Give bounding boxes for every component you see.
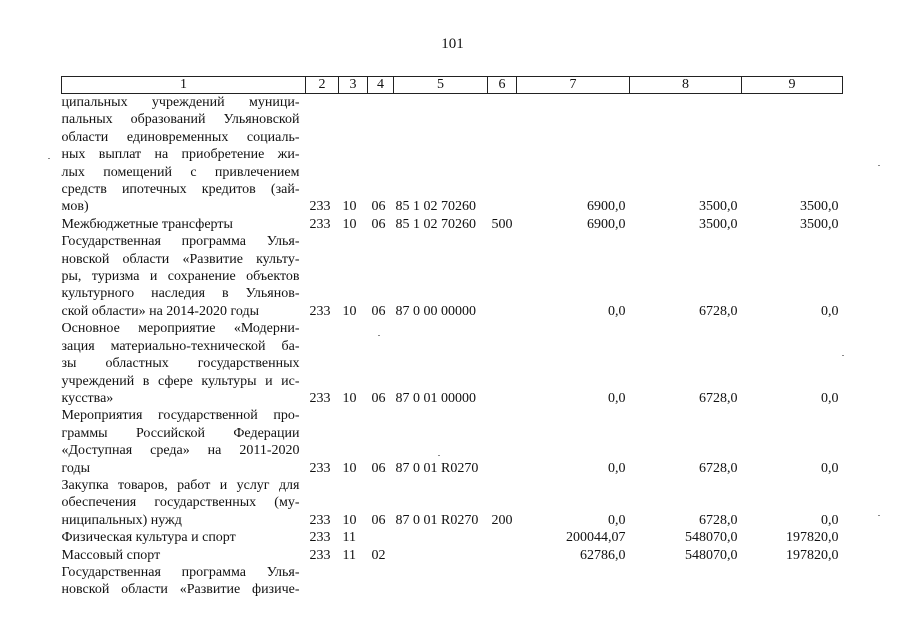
row-col-6: [488, 529, 517, 546]
row-description: [62, 547, 306, 564]
row-col-6: [488, 94, 517, 216]
description-line: Основное мероприятие «Модерни-: [61, 321, 300, 337]
row-col-9: 0,0: [821, 303, 839, 319]
row-col-7: 0,0: [608, 460, 626, 476]
row-col-7: [517, 564, 630, 599]
row-col-8: 548070,0: [685, 547, 738, 563]
header-col-1: 1: [62, 77, 306, 94]
table-row: [62, 477, 843, 529]
row-description: [62, 529, 306, 546]
row-col-4: 06: [371, 303, 386, 319]
row-col-6: [488, 320, 517, 407]
row-col-3: 10: [342, 460, 357, 476]
description-line: ципальных учреждений муници-: [61, 95, 300, 110]
header-col-7: 7: [517, 77, 630, 94]
row-col-6: 500: [491, 216, 513, 232]
row-col-2: 233: [309, 390, 331, 406]
row-col-2: 233: [309, 460, 331, 476]
row-col-9: 3500,0: [800, 199, 839, 215]
table-row: [62, 94, 843, 216]
row-col-9: 0,0: [821, 460, 839, 476]
row-col-2: 233: [309, 512, 331, 528]
row-col-8: 3500,0: [699, 216, 738, 232]
table-row: [62, 547, 843, 564]
row-col-4: 02: [371, 547, 386, 563]
row-col-8: 3500,0: [699, 199, 738, 215]
row-col-6: [488, 407, 517, 477]
description-line: культурного наследия в Ульянов-: [61, 286, 300, 302]
row-col-3: 10: [342, 303, 357, 319]
row-col-5: 85 1 02 70260: [395, 216, 476, 232]
description-line: обеспечения государственных (му-: [61, 495, 300, 511]
row-col-6: [488, 233, 517, 320]
row-col-5: 87 0 01 R0270: [395, 512, 479, 528]
row-col-6: [488, 547, 517, 564]
header-col-3: 3: [339, 77, 368, 94]
row-col-4: 06: [371, 390, 386, 406]
description-line: Мероприятия государственной про-: [61, 408, 300, 424]
description-line: Межбюджетные трансферты: [61, 216, 233, 232]
description-line: кусства»: [61, 390, 114, 406]
description-line: граммы Российской Федерации: [61, 425, 300, 441]
description-line: новской области «Развитие физиче-: [61, 582, 300, 598]
row-col-7: 6900,0: [587, 216, 626, 232]
row-col-5: 87 0 01 00000: [395, 390, 476, 406]
description-line: Физическая культура и спорт: [61, 530, 236, 546]
row-col-7: 0,0: [608, 303, 626, 319]
header-col-4: 4: [368, 77, 394, 94]
row-col-3: 11: [342, 547, 356, 563]
row-col-8: [630, 564, 742, 599]
row-description: [62, 320, 306, 407]
row-col-5: [394, 547, 488, 564]
row-col-4: 06: [371, 199, 386, 215]
row-col-5: 87 0 01 R0270: [395, 460, 479, 476]
row-col-4: 06: [371, 512, 386, 528]
description-line: Массовый спорт: [61, 547, 161, 563]
table-row: [62, 529, 843, 546]
row-col-7: 0,0: [608, 390, 626, 406]
row-col-3: 10: [342, 216, 357, 232]
row-col-2: 233: [309, 199, 331, 215]
table-row: [62, 407, 843, 477]
description-line: ниципальных) нужд: [61, 512, 182, 528]
description-line: лых помещений с привлечением: [61, 164, 300, 180]
row-col-9: [742, 564, 843, 599]
header-col-2: 2: [306, 77, 339, 94]
description-line: годы: [61, 460, 91, 476]
row-col-8: 6728,0: [699, 512, 738, 528]
description-line: ры, туризма и сохранение объектов: [61, 269, 300, 285]
scan-speck: [842, 355, 844, 356]
description-line: зы областных государственных: [61, 356, 300, 372]
row-col-6: [488, 564, 517, 599]
header-col-6: 6: [488, 77, 517, 94]
row-col-6: 200: [491, 512, 513, 528]
description-line: Государственная программа Улья-: [61, 234, 300, 250]
row-col-2: 233: [309, 216, 331, 232]
row-col-9: 197820,0: [786, 547, 839, 563]
row-col-8: 6728,0: [699, 303, 738, 319]
row-description: [62, 564, 306, 599]
row-col-3: 10: [342, 390, 357, 406]
row-col-3: 10: [342, 512, 357, 528]
scan-speck: [438, 455, 440, 456]
row-description: [62, 477, 306, 529]
header-row: [62, 77, 843, 94]
row-description: [62, 407, 306, 477]
description-line: зация материально-технической ба-: [61, 338, 300, 354]
row-col-4: [368, 529, 394, 546]
scan-speck: [878, 515, 880, 516]
row-col-8: 6728,0: [699, 460, 738, 476]
scan-speck: [378, 335, 380, 336]
row-col-2: 233: [309, 547, 331, 563]
header-col-9: 9: [742, 77, 843, 94]
row-col-2: [306, 564, 339, 599]
page-number: 101: [441, 36, 464, 52]
header-col-8: 8: [630, 77, 742, 94]
row-col-4: 06: [371, 216, 386, 232]
scan-speck: [878, 165, 880, 166]
row-col-7: 0,0: [608, 512, 626, 528]
description-line: ской области» на 2014-2020 годы: [61, 303, 259, 319]
row-description: [62, 233, 306, 320]
row-col-4: [368, 564, 394, 599]
description-line: мов): [61, 199, 89, 215]
table-row: [62, 320, 843, 407]
description-line: Закупка товаров, работ и услуг для: [61, 477, 300, 493]
row-col-3: [339, 564, 368, 599]
row-col-8: 6728,0: [699, 390, 738, 406]
description-line: «Доступная среда» на 2011-2020: [61, 443, 300, 459]
description-line: учреждений в сфере культуры и ис-: [61, 373, 300, 389]
description-line: новской области «Развитие культу-: [61, 251, 300, 267]
row-col-9: 0,0: [821, 512, 839, 528]
row-col-9: 197820,0: [786, 530, 839, 546]
table-body: [62, 94, 843, 599]
row-col-3: 11: [342, 530, 356, 546]
row-col-5: [394, 564, 488, 599]
row-col-2: 233: [309, 530, 331, 546]
header-col-5: 5: [394, 77, 488, 94]
budget-table: [61, 76, 843, 599]
description-line: Государственная программа Улья-: [61, 564, 300, 580]
description-line: средств ипотечных кредитов (зай-: [61, 182, 300, 198]
row-col-5: 85 1 02 70260: [395, 199, 476, 215]
row-col-7: 200044,07: [566, 530, 626, 546]
table-row: [62, 216, 843, 233]
table-row: [62, 564, 843, 599]
table-header: [62, 77, 843, 94]
row-description: [62, 94, 306, 216]
description-line: ных выплат на приобретение жи-: [61, 147, 300, 163]
row-col-7: 62786,0: [580, 547, 626, 563]
description-line: пальных образований Ульяновской: [61, 112, 300, 128]
row-col-5: [394, 529, 488, 546]
row-col-4: 06: [371, 460, 386, 476]
description-line: области единовременных социаль-: [61, 129, 300, 145]
row-col-2: 233: [309, 303, 331, 319]
row-col-3: 10: [342, 199, 357, 215]
row-col-9: 0,0: [821, 390, 839, 406]
row-col-5: 87 0 00 00000: [395, 303, 476, 319]
row-col-9: 3500,0: [800, 216, 839, 232]
table-row: [62, 233, 843, 320]
row-col-7: 6900,0: [587, 199, 626, 215]
scan-speck: [48, 158, 50, 159]
row-description: [62, 216, 306, 233]
row-col-8: 548070,0: [685, 530, 738, 546]
